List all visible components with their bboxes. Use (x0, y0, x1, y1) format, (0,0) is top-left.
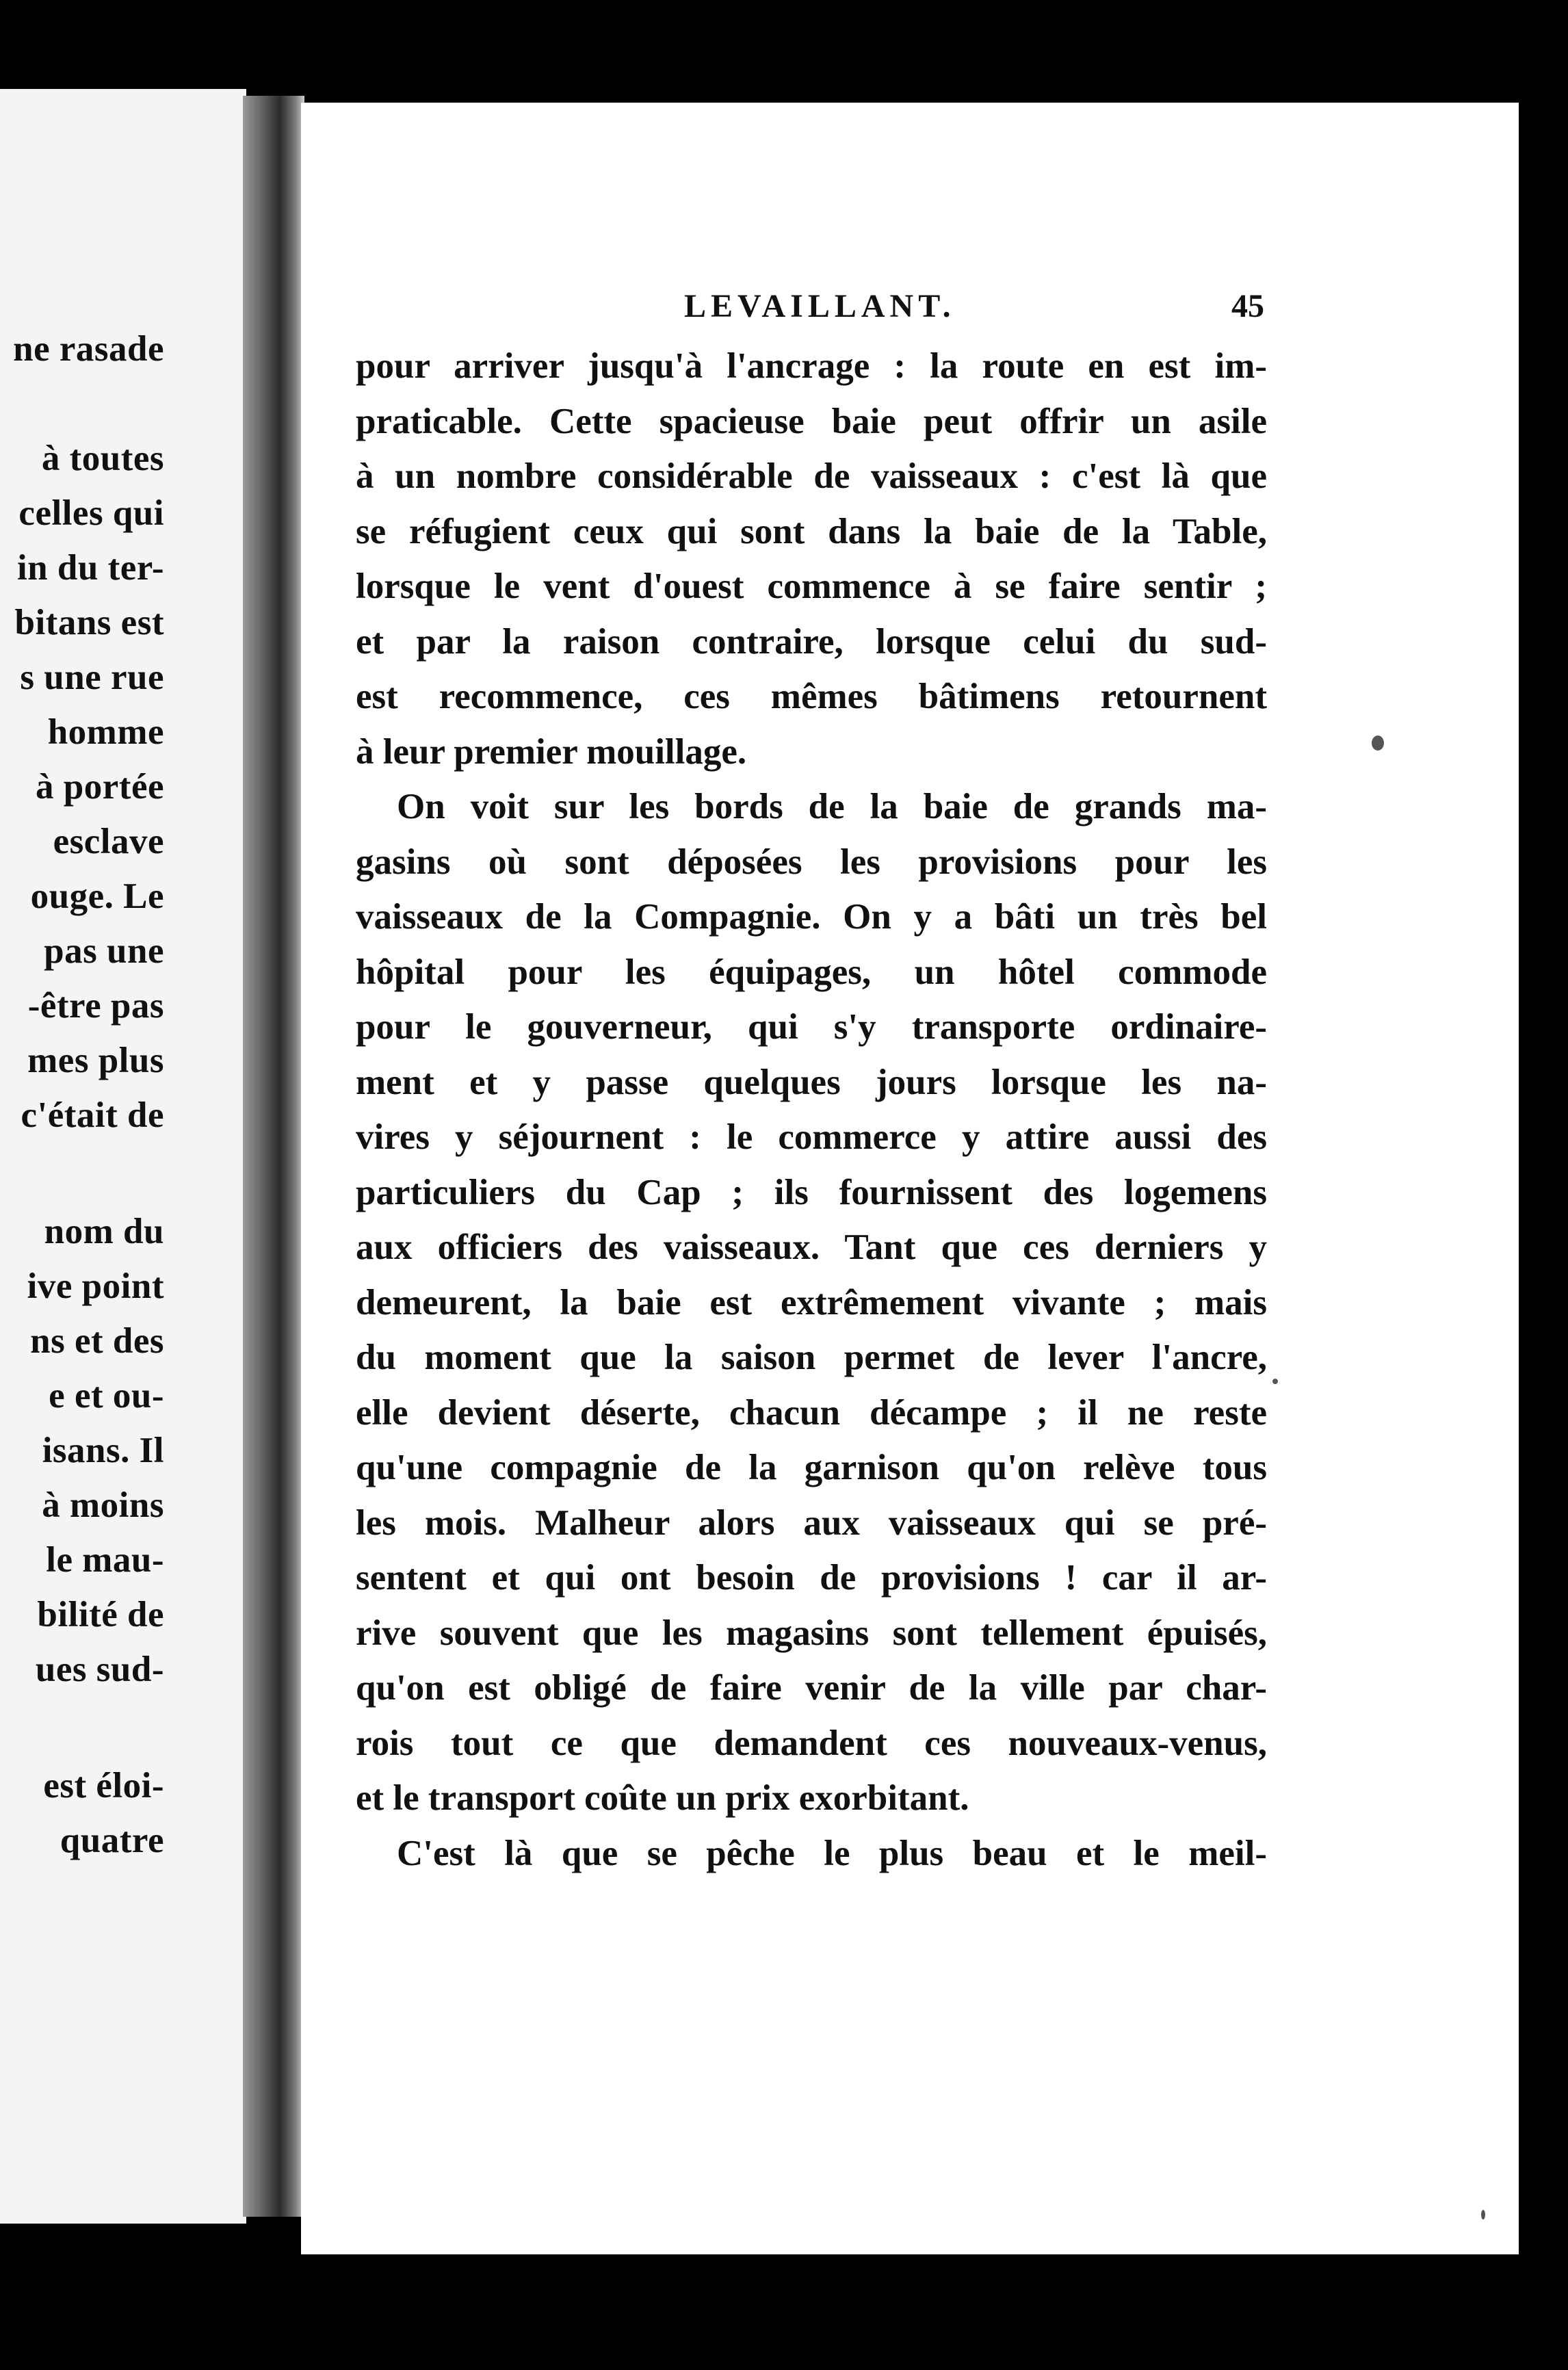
text-line: praticable. Cette spacieuse baie peut offrir un asile (356, 401, 1267, 441)
facing-line: in du ter- (16, 548, 164, 588)
facing-line: bitans est (14, 603, 164, 642)
text-line: vires y séjournent : le commerce y attire aussi des (356, 1117, 1267, 1157)
text-line: qu'une compagnie de la garnison qu'on relève tous (356, 1448, 1267, 1487)
facing-line: nom du (44, 1212, 164, 1251)
speck (1272, 1379, 1278, 1384)
page-number: 45 (1231, 288, 1264, 324)
speck (1372, 735, 1384, 751)
text-line: du moment que la saison permet de lever l'ancre, (356, 1338, 1267, 1377)
facing-line: le mau- (46, 1540, 164, 1580)
text-line: gasins où sont déposées les provisions pour les (356, 842, 1267, 882)
text-line: demeurent, la baie est extrêmement vivante ; mais (356, 1282, 1267, 1323)
facing-line: esclave (53, 822, 164, 861)
text-line: aux officiers des vaisseaux. Tant que ces derniers y (356, 1227, 1267, 1267)
text-line: On voit sur les bords de la baie de grands ma- (397, 787, 1267, 826)
running-head: LEVAILLANT. (684, 288, 956, 324)
facing-line: mes plus (27, 1041, 164, 1080)
facing-line: à moins (42, 1485, 164, 1525)
facing-line: à portée (36, 767, 164, 807)
facing-page (0, 89, 246, 2224)
facing-line: quatre (60, 1821, 164, 1860)
facing-line: pas une (44, 931, 164, 971)
text-line: est recommence, ces mêmes bâtimens retournent (356, 677, 1267, 716)
facing-line: ive point (27, 1266, 164, 1306)
page-header (301, 287, 1519, 335)
facing-line: ouge. Le (30, 876, 164, 916)
facing-line: c'était de (21, 1095, 164, 1135)
speck (1481, 2210, 1485, 2219)
text-line: les mois. Malheur alors aux vaisseaux qui se pré- (356, 1502, 1267, 1543)
facing-line: ne rasade (13, 329, 164, 369)
text-line: C'est là que se pêche le plus beau et le meil- (397, 1833, 1267, 1873)
text-line: elle devient déserte, chacun décampe ; il ne reste (356, 1392, 1267, 1433)
facing-line: -être pas (27, 986, 164, 1026)
book-page (301, 103, 1519, 2254)
text-line: se réfugient ceux qui sont dans la baie de la Table, (356, 511, 1267, 551)
facing-line: à toutes (41, 439, 164, 478)
text-line: à un nombre considérable de vaisseaux : c'est là que (356, 456, 1267, 496)
text-line: vaisseaux de la Compagnie. On y a bâti un très bel (356, 897, 1267, 937)
text-line: pour arriver jusqu'à l'ancrage : la route en est im- (356, 346, 1267, 386)
text-line: sentent et qui ont besoin de provisions ! car il ar- (356, 1558, 1267, 1598)
text-line: ment et y passe quelques jours lorsque les na- (356, 1062, 1267, 1102)
text-line: rois tout ce que demandent ces nouveaux-venus, (356, 1723, 1267, 1763)
text-line: rive souvent que les magasins sont tellement épuisés, (356, 1613, 1267, 1653)
text-line: lorsque le vent d'ouest commence à se faire sentir ; (356, 567, 1267, 606)
text-line: qu'on est obligé de faire venir de la ville par char- (356, 1668, 1267, 1708)
book-gutter-shadow (243, 96, 304, 2217)
text-line: hôpital pour les équipages, un hôtel commode (356, 952, 1267, 992)
body-text (356, 339, 1267, 1881)
facing-line: bilité de (37, 1595, 164, 1635)
text-line: à leur premier mouillage. (356, 731, 747, 772)
facing-line: ns et des (30, 1321, 164, 1361)
facing-line: s une rue (20, 657, 164, 697)
facing-line: isans. Il (42, 1431, 164, 1470)
facing-line: est éloi- (43, 1766, 164, 1806)
text-line: et le transport coûte un prix exorbitant. (356, 1778, 969, 1818)
text-line: pour le gouverneur, qui s'y transporte ordinaire- (356, 1007, 1267, 1047)
facing-line: homme (47, 712, 164, 752)
text-line: particuliers du Cap ; ils fournissent des logemens (356, 1172, 1267, 1212)
facing-line: ues sud- (35, 1650, 164, 1689)
text-line: et par la raison contraire, lorsque celui du sud- (356, 621, 1267, 662)
facing-line: e et ou- (49, 1376, 164, 1416)
facing-line: celles qui (18, 493, 164, 533)
